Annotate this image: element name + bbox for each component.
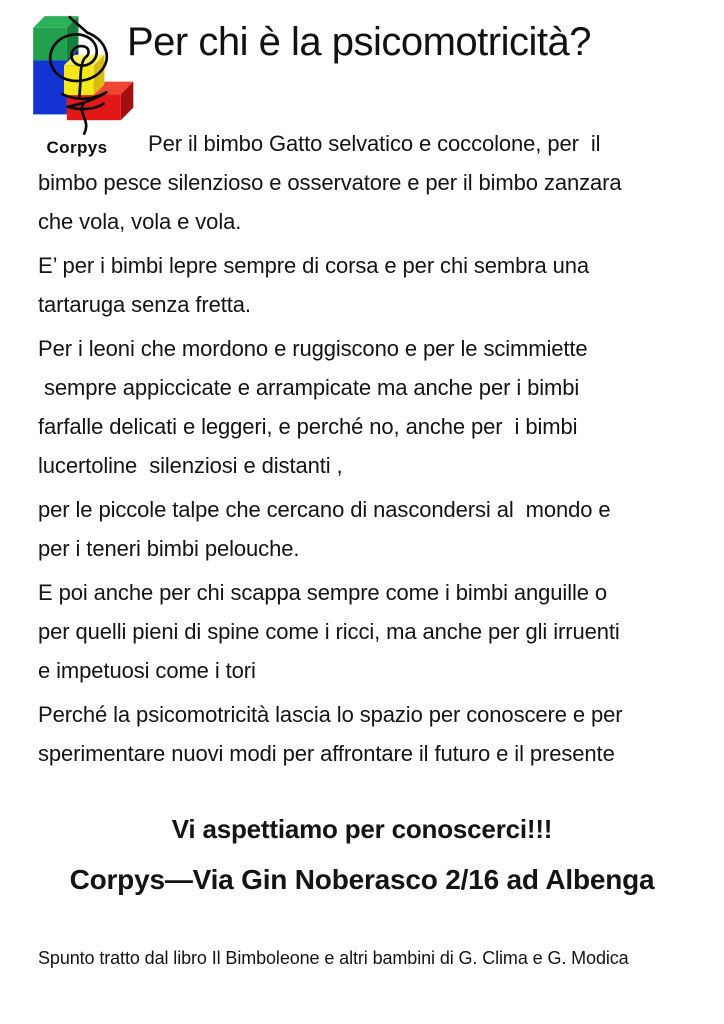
paragraph-line: per quelli pieni di spine come i ricci, ma anche per gli irruenti — [38, 619, 620, 644]
paragraph — [38, 695, 698, 773]
paragraph-line: e impetuosi come i tori — [38, 658, 256, 683]
page-title: Per chi è la psicomotricità? — [127, 20, 591, 64]
paragraph-line: lucertoline silenziosi e distanti , — [38, 453, 343, 478]
closing-section — [0, 814, 724, 896]
address-line: Corpys—Via Gin Noberasco 2/16 ad Albenga — [69, 864, 655, 895]
paragraph-line: per i teneri bimbi pelouche. — [38, 536, 300, 561]
paragraph-line: sperimentare nuovi modi per affrontare il futuro e il presente — [38, 741, 615, 766]
paragraph-line: Perché la psicomotricità lascia lo spazio per conoscere e per — [38, 702, 623, 727]
paragraph-line: E’ per i bimbi lepre sempre di corsa e per chi sembra una — [38, 253, 590, 278]
paragraph-line: per le piccole talpe che cercano di nascondersi al mondo e — [38, 497, 611, 522]
source-credit: Spunto tratto dal libro Il Bimboleone e altri bambini di G. Clima e G. Modica — [38, 948, 629, 968]
paragraph — [38, 246, 698, 324]
paragraph-line: che vola, vola e vola. — [38, 209, 242, 234]
paragraph — [38, 573, 698, 690]
paragraph — [38, 490, 698, 568]
paragraph-line: sempre appiccicate e arrampicate ma anche per i bimbi — [38, 375, 580, 400]
blocks-spiral-icon — [12, 4, 142, 142]
paragraph-line: E poi anche per chi scappa sempre come i bimbi anguille o — [38, 580, 608, 605]
paragraph — [38, 329, 698, 485]
paragraph — [38, 124, 698, 241]
brand-name: Corpys — [46, 138, 108, 157]
body-text — [38, 124, 698, 778]
paragraph-line: tartaruga senza fretta. — [38, 292, 251, 317]
paragraph-line: Per i leoni che mordono e ruggiscono e per le scimmiette — [38, 336, 588, 361]
paragraph-line: farfalle delicati e leggeri, e perché no, anche per i bimbi — [38, 414, 578, 439]
paragraph-line: bimbo pesce silenzioso e osservatore e per il bimbo zanzara — [38, 170, 622, 195]
paragraph-line: Per il bimbo Gatto selvatico e coccolone, per il — [148, 131, 601, 156]
invite-line: Vi aspettiamo per conoscerci!!! — [171, 814, 553, 844]
